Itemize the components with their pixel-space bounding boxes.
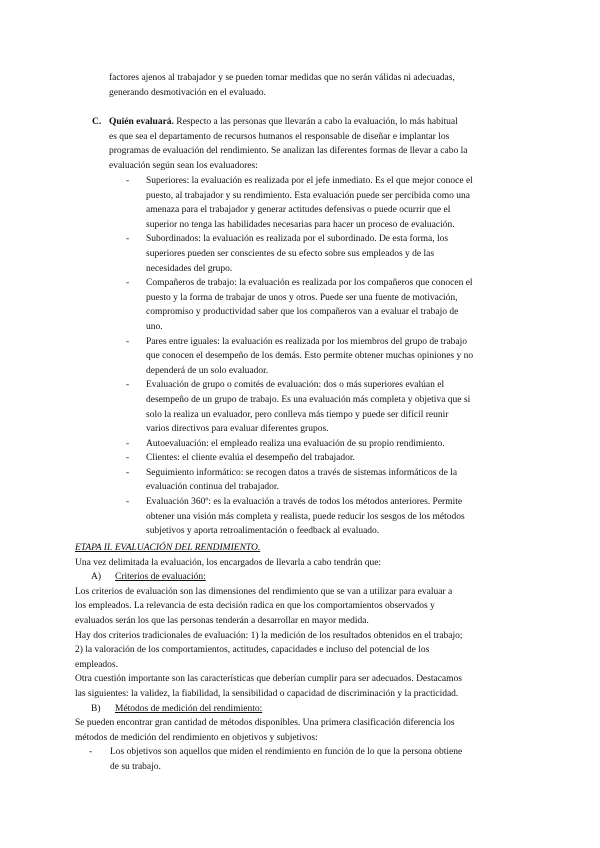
dash-bullet: - [126,453,130,464]
text-line: Los criterios de evaluación son las dimensiones del rendimiento que se van a utilizar para evaluar a [75,586,453,597]
subsection-label: A) [91,572,102,583]
text-line: evaluación continua del trabajador. [146,482,279,493]
text-line: empleados. [75,659,119,670]
list-item [117,276,533,334]
text-line: evaluación según sean los evaluadores: [109,160,258,171]
text-line: Otra cuestión importante son las características que deberían cumplir para ser adecuados. Destacamos [75,674,462,685]
method-list [75,745,535,774]
section-title: Quién evaluará. [109,117,174,127]
dash-bullet: - [126,176,130,186]
list-item [117,437,533,452]
text-line: subjetivos y aporta retroalimentación o feedback al evaluado. [146,526,380,537]
subsection-title: Criterios de evaluación: [115,572,206,583]
continuation-paragraph [109,71,529,100]
etapa-section [75,541,535,775]
text-line: factores ajenos al trabajador y se pueden tomar medidas que no serán válidas ni adecuadas, [109,73,455,83]
text-line [109,115,532,130]
text-line: Evaluación 360º: es la evaluación a través de todos los métodos anteriores. Permite [146,497,463,508]
text-line: Compañeros de trabajo: la evaluación es realizada por los compañeros que conocen el [146,278,473,289]
list-item [117,495,533,539]
dash-bullet: - [126,438,130,449]
paragraph [75,716,535,745]
evaluator-list [117,174,533,539]
text-line: varios directivos para evaluar diferentes grupos. [146,424,329,435]
text-line: uno. [146,321,163,332]
subsection-title: Métodos de medición del rendimiento: [115,703,263,714]
subsection-label: B) [91,703,101,714]
dash-bullet: - [126,336,130,347]
text-line: programas de evaluación del rendimiento. Se analizan las diferentes formas de llevar a cabo la [109,146,468,157]
paragraph: Una vez delimitada la evaluación, los encargados de llevarla a cabo tendrán que: [75,557,382,568]
dash-bullet: - [126,467,130,478]
list-item [117,335,533,379]
dash-bullet: - [89,747,93,758]
text-line: Seguimiento informático: se recogen datos a través de sistemas informáticos de la [146,467,458,478]
dash-bullet: - [126,380,130,391]
list-item [75,745,535,774]
dash-bullet: - [126,278,130,289]
text-line: que conocen el desempeño de los demás. Esto permite obtener muchas opiniones y no [146,351,474,362]
text-line: generando desmotivación en el evaluado. [109,87,266,98]
section-c-intro [109,115,532,173]
text-line: Hay dos criterios tradicionales de evaluación: 1) la medición de los resultados obtenidos en el trabajo; [75,630,463,641]
text-line: Superiores: la evaluación es realizada por el jefe inmediato. Es el que mejor conoce el [146,176,473,186]
list-item [117,174,533,232]
text-line-content: Respecto a las personas que llevarán a cabo la evaluación, lo más habitual [176,117,458,127]
section-heading: ETAPA II. EVALUACIÓN DEL RENDIMIENTO. [75,543,261,553]
text-line: evaluados serán los que las personas tenderán a desarrollar en mayor medida. [75,615,369,626]
subsection-a-heading [75,570,535,585]
text-line: 2) la valoración de los comportamientos, actitudes, capacidades e incluso del potencial de los [75,645,430,656]
text-line: necesidades del grupo. [146,263,233,274]
text-line: es que sea el departamento de recursos humanos el responsable de diseñar e implantar los [109,131,450,142]
text-line: métodos de medición del rendimiento en objetivos y subjetivos: [75,732,318,743]
section-c [92,115,532,173]
subsection-b-heading [75,702,535,717]
text-line: las siguientes: la validez, la fiabilidad, la sensibilidad o capacidad de discriminación y la practicidad. [75,688,459,699]
list-item [117,378,533,436]
text-line: puesto y la forma de trabajar de unos y otros. Puede ser una fuente de motivación, [146,292,458,303]
list-item [117,451,533,466]
text-line: Se pueden encontrar gran cantidad de métodos disponibles. Una primera clasificación diferencia los [75,718,455,729]
text-line: amenaza para el trabajador y generar actitudes defensivas o puede ocurrir que el [146,205,451,216]
text-line: dependerá de un solo evaluador. [146,365,269,376]
list-item [117,466,533,495]
section-letter: C. [92,117,102,127]
paragraph [75,629,535,673]
paragraph [75,672,535,701]
text-line: Evaluación de grupo o comités de evaluación: dos o más superiores evalúan el [146,380,445,391]
text-line: puesto, al trabajador y su rendimiento. Esta evaluación puede ser percibida como una [146,190,470,201]
text-line: Subordinados: la evaluación es realizada por el subordinado. De esta forma, los [146,234,449,245]
text-line: superiores pueden ser conscientes de su efecto sobre sus empleados y de las [146,248,435,259]
text-line: obtener una visión más completa y realista, puede reducir los sesgos de los métodos [146,511,465,522]
text-line: los empleados. La relevancia de esta decisión radica en que los comportamientos observados y [75,601,435,612]
paragraph [75,585,535,629]
text-line: Pares entre iguales: la evaluación es realizada por los miembros del grupo de trabajo [146,336,468,347]
dash-bullet: - [126,234,130,245]
dash-bullet: - [126,497,130,508]
text-line: desempeño de un grupo de trabajo. Es una evaluación más completa y objetiva que si [146,394,471,405]
text-line: Los objetivos son aquellos que miden el rendimiento en función de lo que la persona obtiene [110,747,463,758]
text-line: de su trabajo. [110,761,161,772]
text-line: superior no tenga las habilidades necesarias para hacer un proceso de evaluación. [146,219,455,230]
text-line: Clientes: el cliente evalúa el desempeño del trabajador. [146,453,355,464]
text-line: compromiso y productividad saber que los compañeros van a evaluar el trabajo de [146,307,459,318]
text-line: solo la realiza un evaluador, pero conlleva más tiempo y puede ser difícil reunir [146,409,449,420]
text-line: Autoevaluación: el empleado realiza una evaluación de su propio rendimiento. [146,438,445,449]
list-item [117,232,533,276]
